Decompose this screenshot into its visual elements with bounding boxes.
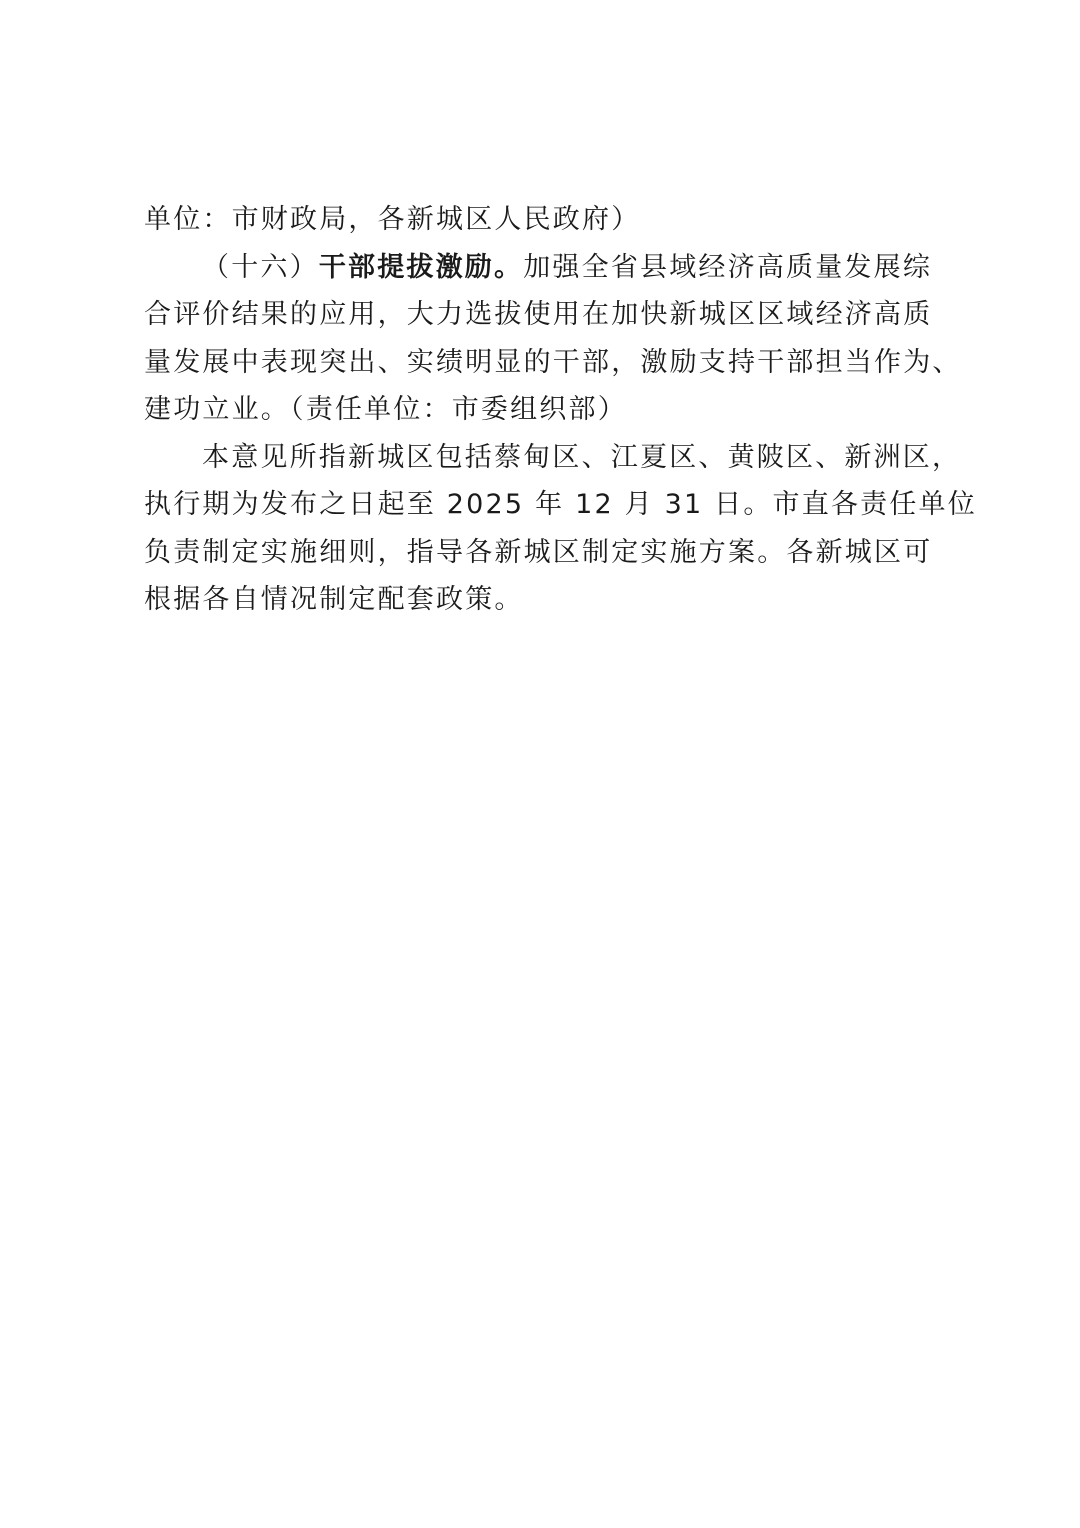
- text-line-4: 量发展中表现突出、实绩明显的干部，激励支持干部担当作为、: [144, 346, 962, 378]
- execution-period-prefix: 执行期为发布之日起至: [144, 489, 447, 520]
- end-month: 12: [575, 489, 614, 520]
- end-day: 31: [664, 489, 704, 520]
- end-year: 2025: [446, 489, 525, 520]
- text-line-3: 合评价结果的应用，大力选拔使用在加快新城区区域经济高质: [144, 299, 933, 330]
- text-line-8: 负责制定实施细则，指导各新城区制定实施方案。各新城区可: [144, 536, 933, 568]
- execution-period-line: [144, 481, 977, 529]
- text-line-9: 根据各自情况制定配套政策。: [144, 584, 524, 615]
- month-unit: 月: [613, 489, 665, 520]
- section-16-first-line: [144, 244, 944, 292]
- execution-period-suffix: 日。市直各责任单位: [703, 489, 977, 520]
- text-line-6: 本意见所指新城区包括蔡甸区、江夏区、黄陂区、新洲区，: [202, 441, 962, 473]
- section-16-number: （十六）: [202, 251, 319, 283]
- year-unit: 年: [524, 489, 576, 520]
- section-16-heading: 干部提拔激励。: [318, 251, 524, 283]
- text-line-1: 单位：市财政局，各新城区人民政府）: [144, 204, 641, 235]
- section-16-body-start: 加强全省县域经济高质量发展综: [523, 251, 933, 283]
- text-line-5: 建功立业。（责任单位：市委组织部）: [144, 394, 627, 425]
- document-body: [144, 196, 977, 624]
